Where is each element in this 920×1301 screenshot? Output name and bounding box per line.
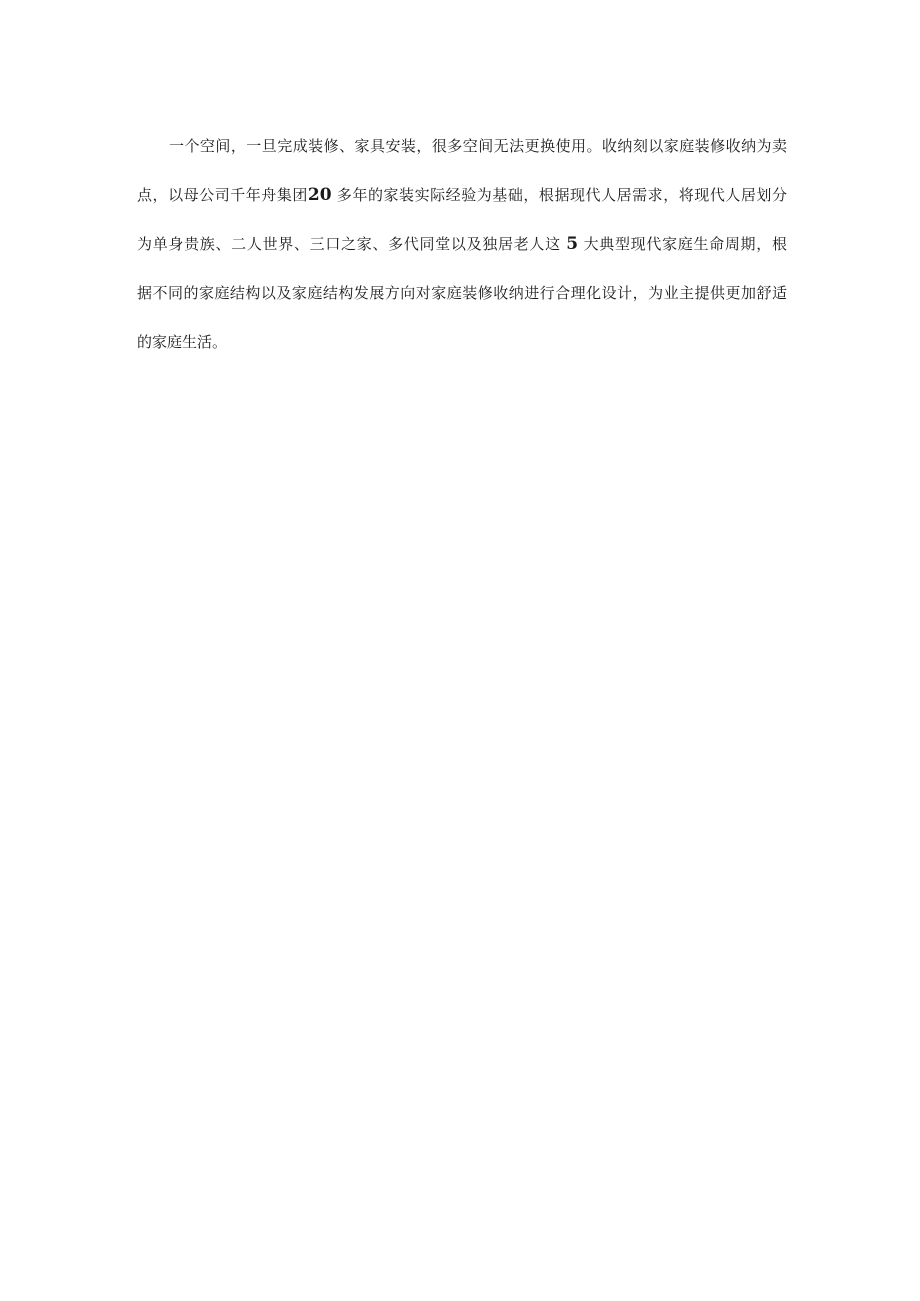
paragraph-line-4 [137, 275, 787, 324]
text-segment: 的家庭生活。 [137, 333, 228, 351]
paragraph-line-5 [137, 324, 787, 373]
text-segment: 一个空间，一旦完成装修、家具安装，很多空间无法更换使用。收纳刻以家庭装修收纳为卖 [169, 137, 787, 155]
text-segment: 据不同的家庭结构以及家庭结构发展方向对家庭装修收纳进行合理化设计，为业主提供更加舒适 [137, 284, 787, 302]
number-5: 5 [566, 234, 579, 254]
body-paragraph [137, 128, 787, 373]
text-segment: 大典型现代家庭生命周期，根 [583, 235, 787, 253]
paragraph-line-2 [137, 177, 787, 226]
paragraph-line-3 [137, 226, 787, 275]
paragraph-line-1 [137, 128, 787, 177]
text-segment: 多年的家装实际经验为基础，根据现代人居需求，将现代人居划分 [336, 186, 787, 204]
number-20: 20 [307, 185, 332, 205]
text-segment: 点，以母公司千年舟集团 [137, 186, 308, 204]
text-segment: 为单身贵族、二人世界、三口之家、多代同堂以及独居老人这 [137, 235, 561, 253]
